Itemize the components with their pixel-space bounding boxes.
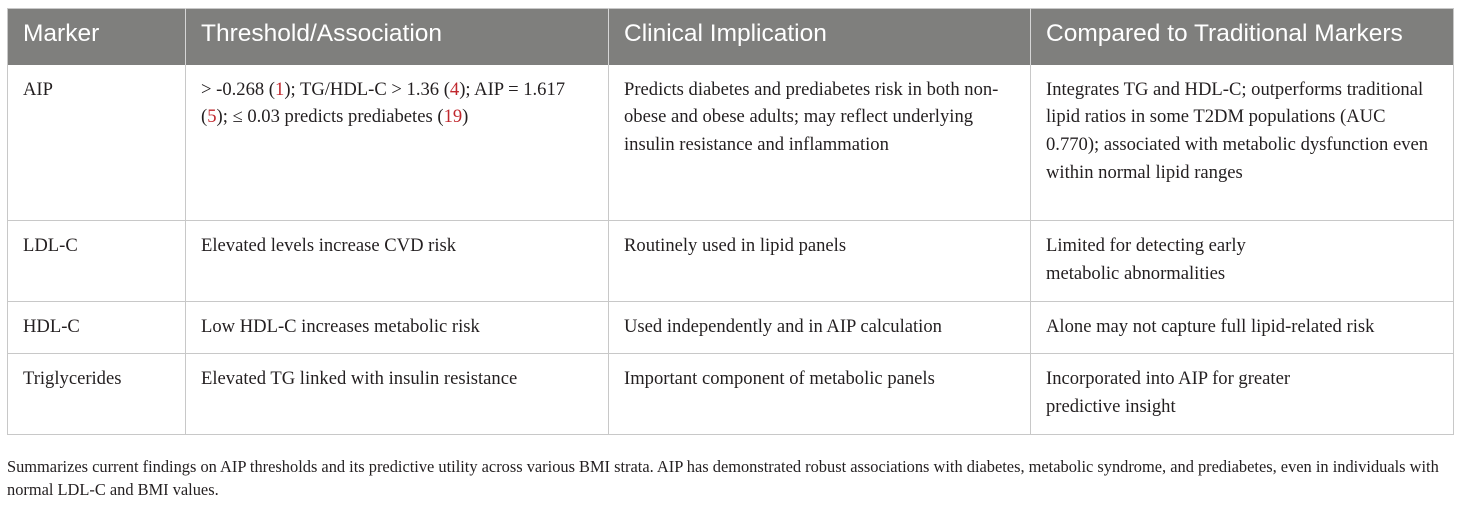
header-threshold: Threshold/Association (186, 9, 609, 65)
cell-marker: AIP (8, 65, 186, 221)
threshold-text: > -0.268 ( (201, 78, 276, 100)
comparison-line: Incorporated into AIP for greater (1046, 368, 1291, 390)
table-caption: Summarizes current findings on AIP thresholds and its predictive utility across various BMI strata. AIP has demonstrated robust associations with diabetes, metabolic syndrome, and prediabetes, even in individuals with normal LDL-C and BMI values. (7, 457, 1439, 499)
reference-link[interactable]: 1 (275, 78, 285, 100)
cell-threshold: Elevated levels increase CVD risk (186, 221, 609, 302)
cell-marker: LDL-C (8, 221, 186, 302)
comparison-line: Limited for detecting early (1046, 235, 1246, 256)
cell-implication: Used independently and in AIP calculation (609, 301, 1031, 354)
cell-marker: Triglycerides (8, 354, 186, 435)
cell-comparison: Integrates TG and HDL-C; outperforms traditional lipid ratios in some T2DM populations (AUC 0.770); associated with metabolic dysfunction even within normal lipid ranges (1031, 65, 1454, 221)
cell-comparison (1031, 354, 1454, 435)
threshold-text: ); TG/HDL-C > 1.36 ( (284, 78, 450, 100)
comparison-line: predictive insight (1046, 396, 1176, 418)
cell-implication: Predicts diabetes and prediabetes risk in both non-obese and obese adults; may reflect underlying insulin resistance and inflammation (609, 65, 1031, 221)
table-row (8, 65, 1454, 221)
cell-implication: Important component of metabolic panels (609, 354, 1031, 435)
table-row (8, 221, 1454, 302)
header-compared-traditional: Compared to Traditional Markers (1031, 9, 1454, 65)
table-header-row (8, 9, 1454, 65)
cell-comparison (1031, 221, 1454, 302)
header-clinical-implication: Clinical Implication (609, 9, 1031, 65)
threshold-text: ); ≤ 0.03 predicts prediabetes ( (216, 106, 444, 128)
threshold-text: ); AIP = 1.617 ( (201, 78, 566, 128)
cell-comparison: Alone may not capture full lipid-related risk (1031, 301, 1454, 354)
comparison-line: metabolic abnormalities (1046, 262, 1226, 284)
cell-threshold: Elevated TG linked with insulin resistance (186, 354, 609, 435)
marker-comparison-table (7, 8, 1454, 435)
cell-threshold: Low HDL-C increases metabolic risk (186, 301, 609, 354)
cell-marker: HDL-C (8, 301, 186, 354)
reference-link[interactable]: 19 (443, 106, 463, 128)
reference-link[interactable]: 4 (449, 78, 460, 100)
reference-link[interactable]: 5 (207, 106, 217, 128)
cell-threshold (186, 65, 609, 221)
threshold-text: ) (462, 106, 469, 128)
cell-implication: Routinely used in lipid panels (609, 221, 1031, 302)
table-row (8, 354, 1454, 435)
table-row (8, 301, 1454, 354)
header-marker: Marker (8, 9, 186, 65)
table-container (7, 8, 1453, 435)
